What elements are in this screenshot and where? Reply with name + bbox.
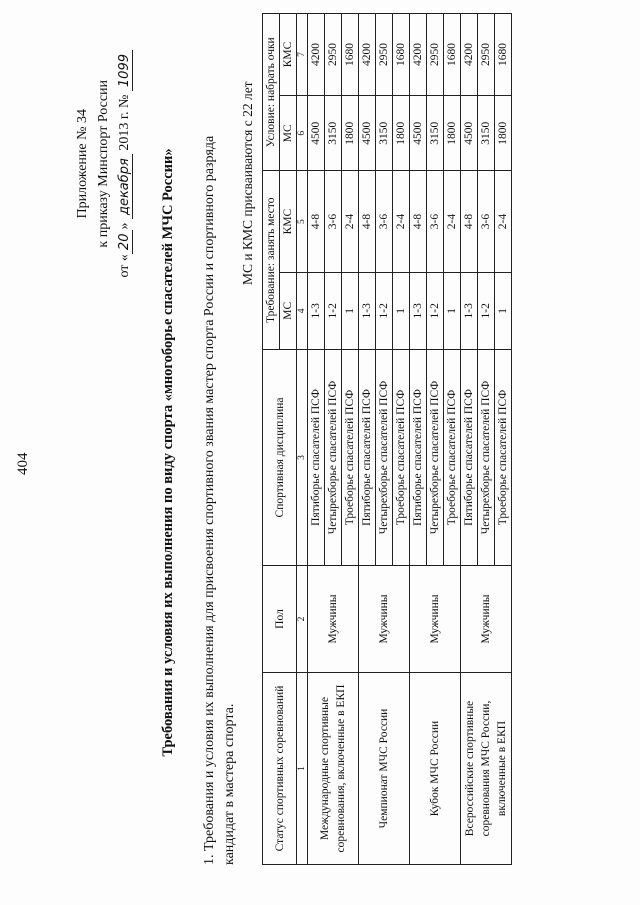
date-prefix: от «	[117, 254, 132, 278]
discipline-cell: Троеборье спасателей ПСФ	[342, 349, 359, 565]
place-ms-cell: 1	[495, 272, 512, 349]
handwritten-month: декабря	[117, 154, 133, 219]
order-date-line	[114, 50, 135, 278]
points-kms-cell: 4200	[461, 14, 478, 96]
place-kms-cell: 2-4	[495, 171, 512, 272]
points-ms-cell: 3150	[478, 96, 495, 171]
col-number: 5	[297, 171, 308, 272]
points-kms-cell: 1680	[495, 14, 512, 96]
place-kms-cell: 2-4	[393, 171, 410, 272]
discipline-cell: Пятиборье спасателей ПСФ	[308, 349, 325, 565]
points-kms-cell: 1680	[444, 14, 461, 96]
status-cell: Международные спортивные соревнования, включенные в ЕКП	[308, 673, 359, 865]
discipline-cell: Троеборье спасателей ПСФ	[495, 349, 512, 565]
place-ms-cell: 1-3	[359, 272, 376, 349]
place-ms-cell: 1-3	[461, 272, 478, 349]
order-reference: к приказу Минспорт России	[96, 79, 111, 248]
header-place-ms: МС	[280, 272, 297, 349]
discipline-cell: Четырехборье спасателей ПСФ	[325, 349, 342, 565]
discipline-cell: Пятиборье спасателей ПСФ	[359, 349, 376, 565]
discipline-cell: Троеборье спасателей ПСФ	[444, 349, 461, 565]
discipline-cell: Четырехборье спасателей ПСФ	[376, 349, 393, 565]
points-kms-cell: 2950	[325, 14, 342, 96]
place-kms-cell: 3-6	[325, 171, 342, 272]
points-ms-cell: 1800	[495, 96, 512, 171]
place-ms-cell: 1-3	[308, 272, 325, 349]
col-number: 6	[297, 96, 308, 171]
column-number-row	[297, 14, 308, 865]
place-kms-cell: 4-8	[410, 171, 427, 272]
header-points-kms: КМС	[280, 14, 297, 96]
discipline-cell: Четырехборье спасателей ПСФ	[427, 349, 444, 565]
appendix-header	[72, 50, 135, 278]
col-number: 3	[297, 349, 308, 565]
place-kms-cell: 3-6	[376, 171, 393, 272]
points-kms-cell: 2950	[427, 14, 444, 96]
place-ms-cell: 1	[444, 272, 461, 349]
header-place-group: Требование: занять место	[263, 171, 280, 350]
status-cell: Чемпионат МЧС России	[359, 673, 410, 865]
status-cell: Кубок МЧС России	[410, 673, 461, 865]
requirements-table	[262, 13, 512, 865]
place-ms-cell: 1-3	[410, 272, 427, 349]
header-points-group: Условие: набрать очки	[263, 14, 280, 171]
table-row	[461, 14, 478, 865]
place-kms-cell: 4-8	[461, 171, 478, 272]
col-number: 1	[297, 673, 308, 865]
points-kms-cell: 4200	[308, 14, 325, 96]
col-number: 7	[297, 14, 308, 96]
gender-cell: Мужчины	[410, 566, 461, 673]
table-row	[359, 14, 376, 865]
page-number: 404	[15, 452, 31, 475]
document-title: Требования и условия их выполнения по виду спорта «многоборье спасателей МЧС России»	[160, 148, 176, 757]
points-ms-cell: 3150	[427, 96, 444, 171]
points-kms-cell: 2950	[376, 14, 393, 96]
place-ms-cell: 1-2	[478, 272, 495, 349]
points-kms-cell: 1680	[393, 14, 410, 96]
date-year: 2013 г. №	[117, 94, 132, 151]
points-kms-cell: 1680	[342, 14, 359, 96]
intro-paragraph: 1. Требования и условия их выполнения для присвоения спортивного звания мастер спорта России и спортивного разряда кандидат в мастера спорта.	[202, 135, 237, 865]
header-status: Статус спортивных соревнований	[263, 673, 297, 865]
place-ms-cell: 1-2	[325, 272, 342, 349]
header-gender: Пол	[263, 566, 297, 673]
place-kms-cell: 4-8	[359, 171, 376, 272]
place-ms-cell: 1	[342, 272, 359, 349]
gender-cell: Мужчины	[308, 566, 359, 673]
handwritten-day: 20	[117, 230, 133, 255]
points-ms-cell: 1800	[444, 96, 461, 171]
table-row	[308, 14, 325, 865]
gender-cell: Мужчины	[359, 566, 410, 673]
points-ms-cell: 4500	[359, 96, 376, 171]
header-discipline: Спортивная дисциплина	[263, 349, 297, 565]
points-kms-cell: 4200	[410, 14, 427, 96]
discipline-cell: Троеборье спасателей ПСФ	[393, 349, 410, 565]
age-note: МС и КМС присваиваются с 22 лет	[240, 81, 255, 285]
discipline-cell: Пятиборье спасателей ПСФ	[410, 349, 427, 565]
points-ms-cell: 1800	[342, 96, 359, 171]
points-ms-cell: 4500	[308, 96, 325, 171]
points-ms-cell: 3150	[376, 96, 393, 171]
date-mid: »	[117, 222, 132, 230]
handwritten-order-number: 1099	[117, 50, 133, 91]
place-kms-cell: 2-4	[342, 171, 359, 272]
place-ms-cell: 1-2	[376, 272, 393, 349]
header-place-kms: КМС	[280, 171, 297, 272]
points-ms-cell: 4500	[461, 96, 478, 171]
place-kms-cell: 2-4	[444, 171, 461, 272]
status-cell: Всероссийские спортивные соревнования МЧС России, включенные в ЕКП	[461, 673, 512, 865]
gender-cell: Мужчины	[461, 566, 512, 673]
header-points-ms: МС	[280, 96, 297, 171]
col-number: 4	[297, 272, 308, 349]
table-row	[410, 14, 427, 865]
points-ms-cell: 3150	[325, 96, 342, 171]
place-ms-cell: 1-2	[427, 272, 444, 349]
appendix-number: Приложение № 34	[75, 109, 90, 219]
col-number: 2	[297, 566, 308, 673]
points-kms-cell: 2950	[478, 14, 495, 96]
place-kms-cell: 3-6	[427, 171, 444, 272]
discipline-cell: Пятиборье спасателей ПСФ	[461, 349, 478, 565]
discipline-cell: Четырехборье спасателей ПСФ	[478, 349, 495, 565]
place-kms-cell: 3-6	[478, 171, 495, 272]
place-ms-cell: 1	[393, 272, 410, 349]
points-kms-cell: 4200	[359, 14, 376, 96]
place-kms-cell: 4-8	[308, 171, 325, 272]
points-ms-cell: 4500	[410, 96, 427, 171]
points-ms-cell: 1800	[393, 96, 410, 171]
